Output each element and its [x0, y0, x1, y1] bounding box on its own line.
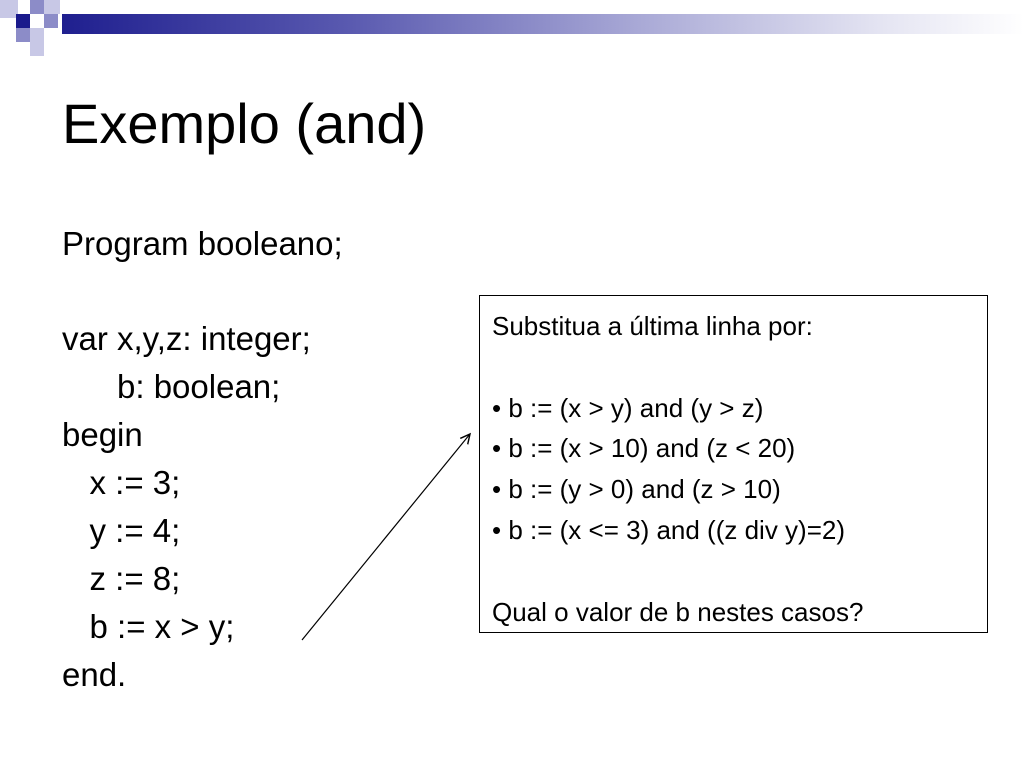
- code-line: Program booleano;: [62, 225, 343, 262]
- callout-bullet-item: • b := (x > 10) and (z < 20): [492, 433, 796, 463]
- callout-question: Qual o valor de b nestes casos?: [492, 597, 864, 627]
- callout-heading: Substitua a última linha por:: [492, 311, 813, 341]
- code-line: x := 3;: [62, 464, 181, 501]
- callout-bullet-item: • b := (x > y) and (y > z): [492, 393, 764, 423]
- callout-bullet-item: • b := (x <= 3) and ((z div y)=2): [492, 515, 846, 545]
- code-line: b := x > y;: [62, 608, 235, 645]
- code-line: b: boolean;: [62, 368, 281, 405]
- code-line: z := 8;: [62, 560, 181, 597]
- code-line: y := 4;: [62, 512, 181, 549]
- code-line: begin: [62, 416, 143, 453]
- code-line: end.: [62, 656, 127, 693]
- callout-bullet-item: • b := (y > 0) and (z > 10): [492, 474, 781, 504]
- slide-title: Exemplo (and): [62, 92, 427, 155]
- code-line: var x,y,z: integer;: [62, 320, 311, 357]
